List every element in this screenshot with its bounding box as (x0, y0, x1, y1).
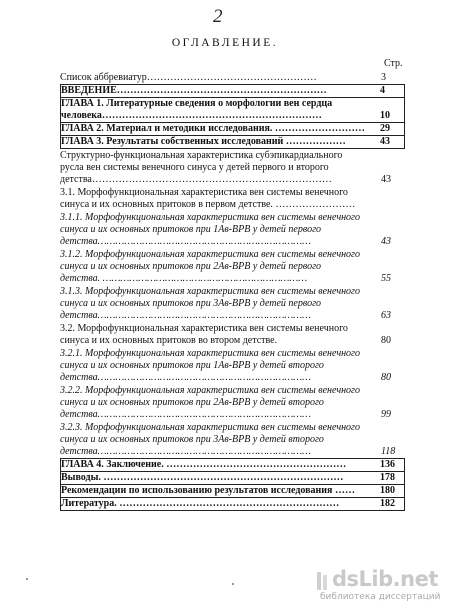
toc-entry-3-1-1[interactable] (60, 212, 405, 248)
toc-entry-page: 80 (381, 335, 391, 346)
toc-entry-conclusions[interactable] (60, 471, 405, 484)
scan-speck (26, 578, 28, 580)
toc-entry-page: 29 (380, 123, 390, 134)
toc-entry-text: 3.2.2. Морфофункциональная характеристика вен системы венечного синуса и их основных притоков при 2Ав-ВРВ у детей второго детства……………………………………………………………… (60, 385, 360, 420)
toc-entry-page: 55 (381, 273, 391, 284)
toc-entry-page: 43 (381, 236, 391, 247)
toc-entry-3-2-3[interactable] (60, 422, 405, 458)
toc-entry-text: 3.1. Морфофункциональная характеристика вен системы венечного синуса и их основных притоков в первом детстве. …………………… (60, 187, 356, 210)
toc-entry-page: 180 (380, 485, 395, 496)
page-column-label: Стр. (384, 58, 403, 69)
toc-entry-page: 43 (380, 136, 390, 147)
toc-entry-page: 136 (380, 459, 395, 470)
scan-speck (232, 583, 234, 585)
toc-entry-text: Список аббревиатур…………………………………………… (60, 72, 317, 83)
toc-entry-page: 4 (380, 85, 385, 96)
toc-entry-page: 182 (380, 498, 395, 509)
toc-entry-page: 3 (381, 72, 386, 83)
toc-entry-text: Структурно-функциональная характеристика субэпикардиального русла вен системы венечного синуса у детей первого и второго детства……………………………………………………………… (60, 150, 343, 185)
toc-entry-3-1[interactable] (60, 187, 405, 211)
table-of-contents (60, 72, 405, 511)
toc-entry-text: ГЛАВА 2. Материал и методики исследования. ……………………… (61, 123, 365, 134)
toc-entry-chapter-2[interactable] (60, 122, 405, 135)
toc-entry-page: 43 (381, 174, 391, 185)
toc-entry-text: 3.2.3. Морфофункциональная характеристика вен системы венечного синуса и их основных притоков при 3Ав-ВРВ у детей второго детства……………………………………………………………… (60, 422, 360, 457)
watermark-subtitle: библиотека диссертаций (320, 592, 441, 602)
toc-entry-text: 3.1.1. Морфофункциональная характеристика вен системы венечного синуса и их основных притоков при 1Ав-ВРВ у детей первого детства……………………………………………………………… (60, 212, 360, 247)
toc-entry-3-1-3[interactable] (60, 286, 405, 322)
toc-entry-text: ГЛАВА 3. Результаты собственных исследований ……………… (61, 136, 346, 147)
watermark-logo: dsLib.net (332, 567, 438, 591)
toc-entry-3-2[interactable] (60, 323, 405, 347)
toc-entry-3-2-1[interactable] (60, 348, 405, 384)
toc-entry-introduction[interactable] (60, 84, 405, 97)
toc-entry-abbreviations[interactable] (60, 72, 405, 84)
toc-entry-page: 80 (381, 372, 391, 383)
watermark (318, 567, 441, 607)
toc-entry-text: Литература. ………………………………………………………… (61, 498, 340, 509)
toc-entry-3-1-2[interactable] (60, 249, 405, 285)
toc-entry-text: 3.2.1. Морфофункциональная характеристика вен системы венечного синуса и их основных притоков при 1Ав-ВРВ у детей второго детства……………………………………………………………… (60, 348, 360, 383)
toc-title: ОГЛАВЛЕНИЕ. (171, 37, 279, 49)
toc-entry-chapter-3-structure[interactable] (60, 150, 405, 186)
toc-entry-recommendations[interactable] (60, 484, 405, 497)
toc-entry-literature[interactable] (60, 497, 405, 511)
toc-entry-page: 118 (381, 446, 396, 457)
toc-entry-chapter-3[interactable] (60, 135, 405, 149)
toc-entry-3-2-2[interactable] (60, 385, 405, 421)
page-number: 2 (213, 6, 223, 27)
toc-entry-text: 3.2. Морфофункциональная характеристика вен системы венечного синуса и их основных притоков во втором детстве. (60, 323, 348, 346)
toc-entry-text: Рекомендации по использованию результатов исследования …… (61, 485, 355, 496)
toc-entry-page: 99 (381, 409, 391, 420)
toc-entry-text: ГЛАВА 1. Литературные сведения о морфологии вен сердца человека………………………………………………………… (61, 98, 333, 121)
toc-entry-page: 178 (380, 472, 395, 483)
toc-entry-page: 10 (380, 110, 390, 121)
toc-entry-chapter-4[interactable] (60, 458, 405, 471)
toc-entry-text: Выводы. ……………………………………………………………… (61, 472, 344, 483)
toc-entry-text: 3.1.2. Морфофункциональная характеристика вен системы венечного синуса и их основных притоков при 2Ав-ВРВ у детей первого детства. …………………………………………………………… (60, 249, 360, 284)
toc-entry-chapter-1[interactable] (60, 97, 405, 122)
toc-entry-text: ВВЕДЕНИЕ……………………………………………………… (61, 85, 327, 96)
watermark-icon (316, 570, 330, 592)
toc-entry-page: 63 (381, 310, 391, 321)
toc-entry-text: 3.1.3. Морфофункциональная характеристика вен системы венечного синуса и их основных притоков при 3Ав-ВРВ у детей первого детства……………………………………………………………… (60, 286, 360, 321)
toc-entry-text: ГЛАВА 4. Заключение. ……………………………………………… (61, 459, 347, 470)
